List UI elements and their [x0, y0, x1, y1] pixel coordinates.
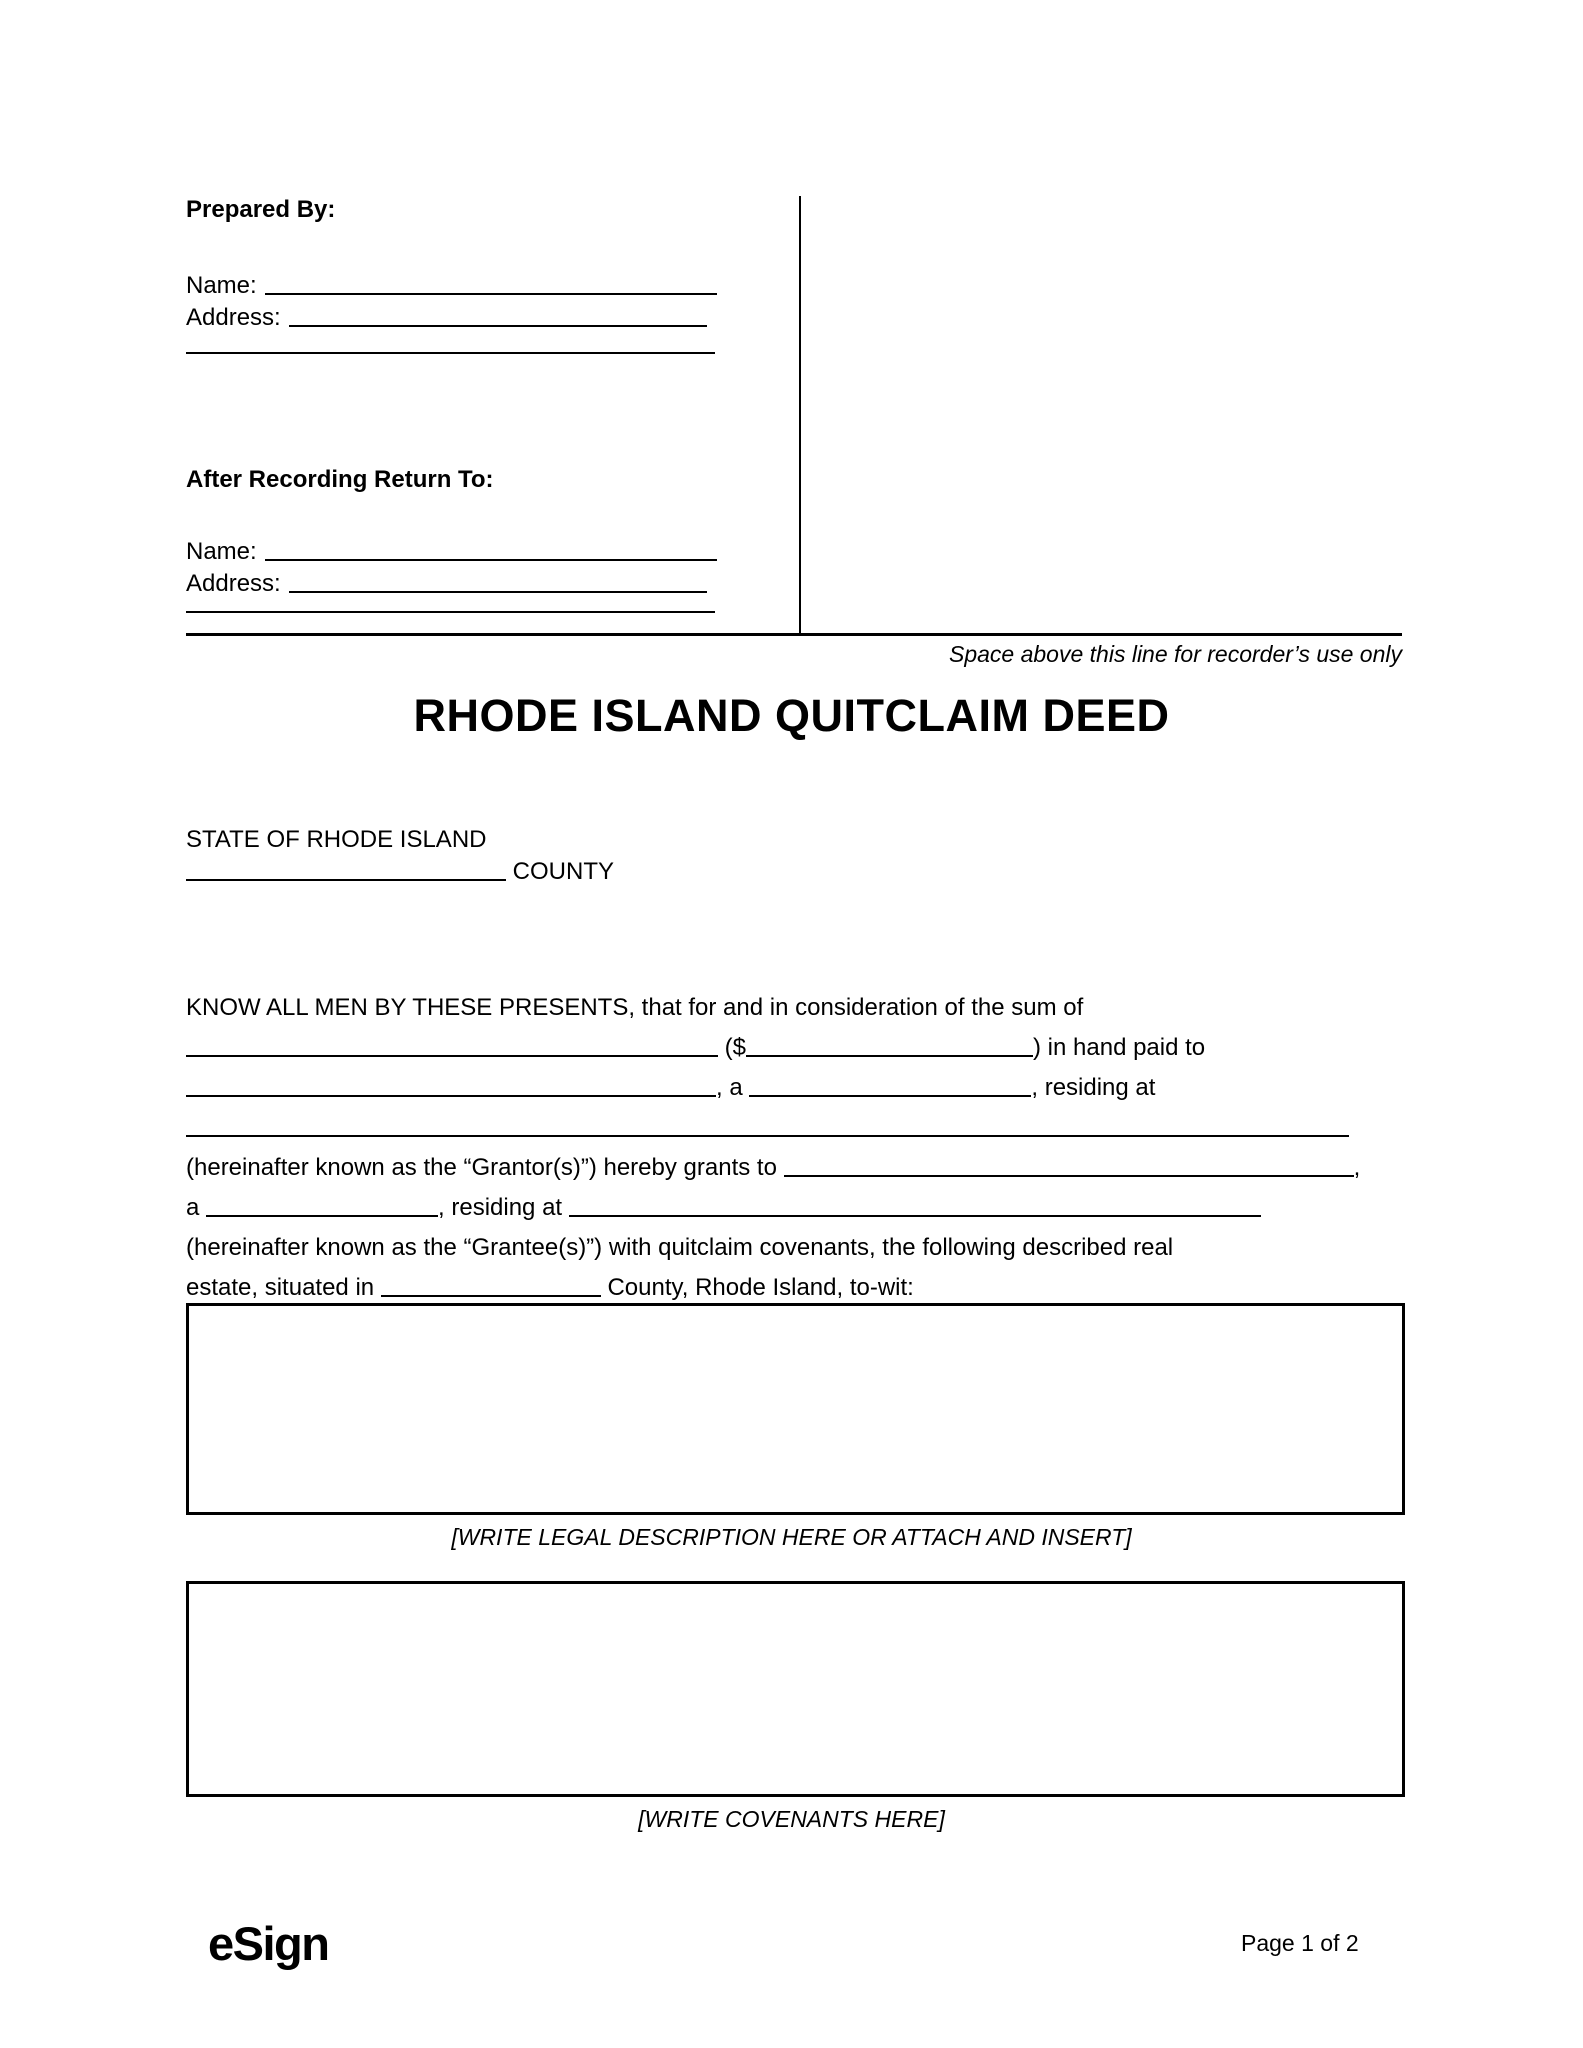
grantee-type-lead: a [186, 1194, 207, 1221]
return-address-row [186, 570, 707, 598]
esign-logo: eSign [208, 1917, 329, 1970]
body-line-1 [186, 988, 1426, 1028]
covenants-box[interactable] [186, 1581, 1405, 1797]
prepared-by-address-line[interactable] [289, 325, 707, 327]
county-name-line-header[interactable] [186, 879, 506, 881]
grantee-entity-type-line[interactable] [206, 1215, 438, 1217]
grantor-entity-type-line[interactable] [749, 1095, 1031, 1097]
return-address-line-2[interactable] [186, 611, 715, 613]
body-line-4 [186, 1108, 1426, 1148]
to-wit-text: County, Rhode Island, to-wit: [600, 1274, 914, 1301]
covenants-caption: [WRITE COVENANTS HERE] [638, 1806, 945, 1832]
prepared-by-name-row [186, 272, 717, 300]
return-name-label: Name: [186, 538, 257, 565]
prepared-by-address-line-2[interactable] [186, 352, 715, 354]
residing-at-text: , residing at [1031, 1074, 1156, 1101]
recorder-divider-line [186, 633, 1402, 636]
sum-numeric-line[interactable] [746, 1055, 1033, 1057]
grantor-grants-text: (hereinafter known as the “Grantor(s)”) hereby grants to [186, 1154, 784, 1181]
state-heading: STATE OF RHODE ISLAND [186, 826, 487, 853]
dollar-open-paren: ($ [718, 1034, 747, 1061]
grantee-name-line[interactable] [784, 1175, 1354, 1177]
return-name-row [186, 538, 717, 566]
grantor-name-line[interactable] [186, 1095, 716, 1097]
return-address-line[interactable] [289, 591, 707, 593]
after-recording-heading: After Recording Return To: [186, 466, 494, 493]
legal-description-box[interactable] [186, 1303, 1405, 1515]
grantee-residing-text: , residing at [438, 1194, 569, 1221]
deed-body [186, 988, 1426, 1308]
body-line-8 [186, 1268, 1426, 1308]
body-line-6 [186, 1188, 1426, 1228]
situated-in-text: estate, situated in [186, 1274, 381, 1301]
prepared-by-heading: Prepared By: [186, 196, 336, 223]
prepared-by-name-line[interactable] [265, 293, 717, 295]
body-line-5 [186, 1148, 1426, 1188]
body-line-2 [186, 1028, 1426, 1068]
page-title: RHODE ISLAND QUITCLAIM DEED [413, 690, 1170, 741]
grantee-address-line[interactable] [569, 1215, 1261, 1217]
legal-description-caption: [WRITE LEGAL DESCRIPTION HERE OR ATTACH AND INSERT] [451, 1524, 1132, 1550]
prepared-by-address-row [186, 304, 707, 332]
body-line-3 [186, 1068, 1426, 1108]
sum-written-line[interactable] [186, 1055, 718, 1057]
page-number: Page 1 of 2 [1241, 1930, 1359, 1956]
body-line-7 [186, 1228, 1426, 1268]
line-5-comma: , [1353, 1154, 1361, 1181]
in-hand-paid-text: ) in hand paid to [1033, 1034, 1206, 1061]
recorder-note: Space above this line for recorder’s use only [948, 641, 1402, 667]
return-address-label: Address: [186, 570, 281, 597]
county-row [186, 858, 614, 886]
body-line-1-text: KNOW ALL MEN BY THESE PRESENTS, that for and in consideration of the sum of [186, 994, 1084, 1021]
grantor-type-lead: , a [716, 1074, 750, 1101]
prepared-by-address-label: Address: [186, 304, 281, 331]
grantee-covenants-text: (hereinafter known as the “Grantee(s)”) with quitclaim covenants, the following described real [186, 1234, 1174, 1261]
vertical-divider [799, 196, 801, 634]
return-name-line[interactable] [265, 559, 717, 561]
grantor-address-line[interactable] [186, 1135, 1349, 1137]
prepared-by-name-label: Name: [186, 272, 257, 299]
county-label: COUNTY [506, 858, 614, 885]
county-name-line[interactable] [381, 1295, 601, 1297]
